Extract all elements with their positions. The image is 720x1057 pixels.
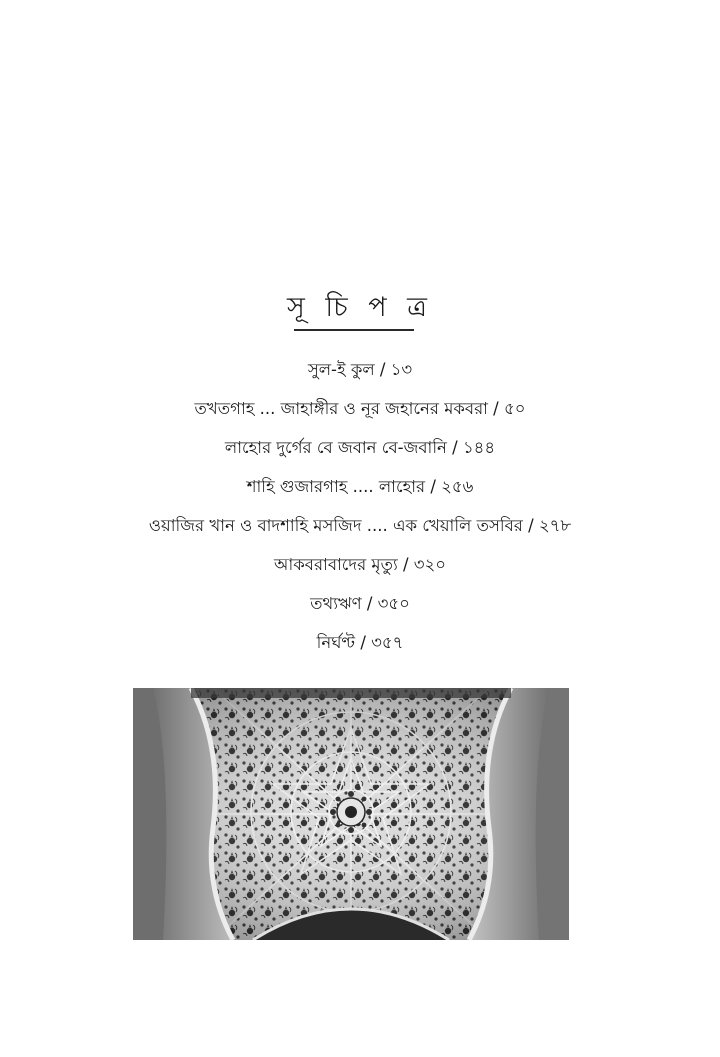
toc-entry[interactable]: আকবরাবাদের মৃত্যু / ৩২০ xyxy=(274,555,446,574)
toc-entry[interactable]: লাহোর দুর্গের বে জবান বে-জবানি / ১৪৪ xyxy=(224,438,496,457)
toc-entry[interactable]: শাহি গুজারগাহ .... লাহোর / ২৫৬ xyxy=(246,477,474,496)
toc-entry[interactable]: তথ্যঋণ / ৩৫০ xyxy=(310,594,410,613)
toc-entry[interactable]: তখতগাহ ... জাহাঙ্গীর ও নূর জহানের মকবরা / ৫০ xyxy=(194,399,526,418)
toc-entry[interactable]: নির্ঘণ্ট / ৩৫৭ xyxy=(316,633,404,652)
ceiling-illustration xyxy=(133,688,569,940)
ceiling-photo xyxy=(133,688,569,940)
toc-entry[interactable]: ওয়াজির খান ও বাদশাহি মসজিদ .... এক খেয়ালি তসবির / ২৭৮ xyxy=(148,516,572,535)
table-of-contents xyxy=(0,350,720,662)
toc-entry[interactable]: সুল-ই কুল / ১৩ xyxy=(307,360,413,379)
heading-underline xyxy=(294,329,414,331)
contents-heading: সূ চি প ত্র xyxy=(286,292,434,323)
